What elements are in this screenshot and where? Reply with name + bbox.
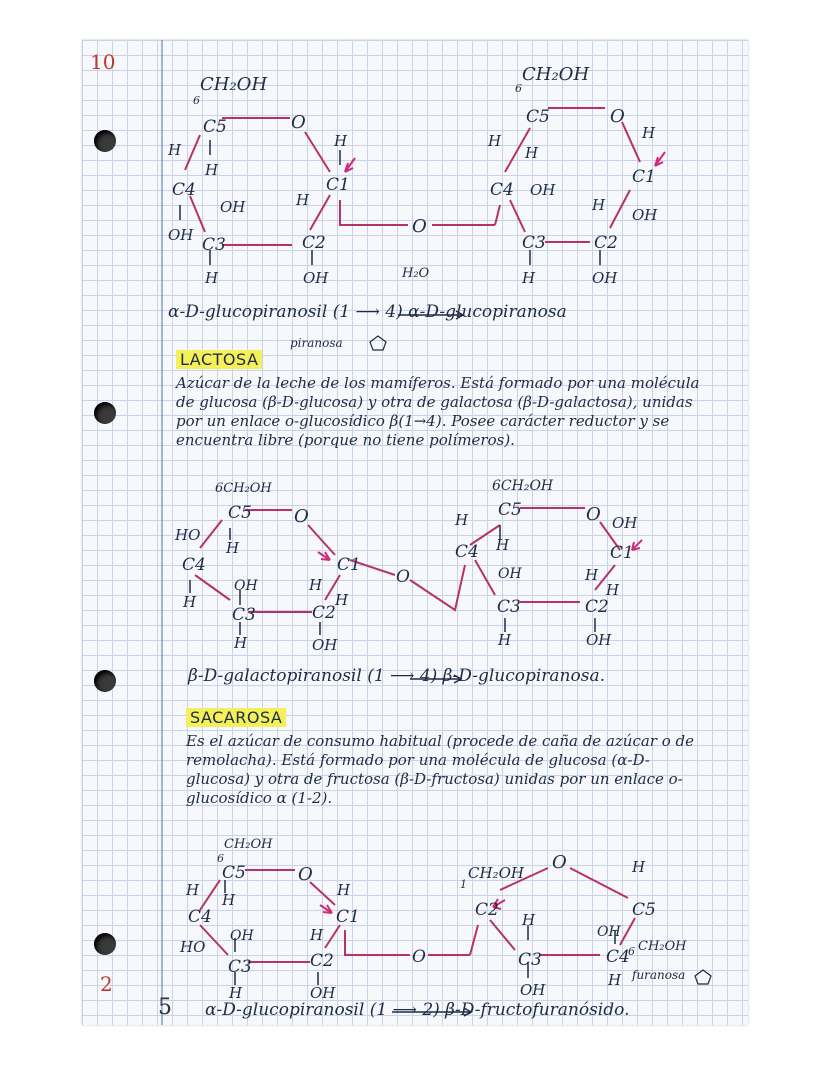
sucrose-left-h-c3: H — [229, 984, 243, 1002]
maltose-right-ch2oh: CH₂OH — [522, 64, 590, 85]
sucrose-left-c2: C2 — [310, 951, 334, 971]
maltose-left-h-c1: H — [334, 132, 348, 150]
lactose-right-h-c1: H — [606, 581, 620, 599]
maltose-right-c2: C2 — [594, 233, 618, 253]
maltose-left-ch2oh: CH₂OH — [200, 74, 268, 95]
lactose-heading: LACTOSA — [176, 350, 262, 369]
lactose-left-c4: C4 — [182, 555, 206, 575]
lactose-left-o: O — [294, 506, 309, 527]
sucrose-left-c1: C1 — [336, 907, 360, 927]
maltose-left-c3: C3 — [202, 235, 226, 255]
maltose-left-h-c3: H — [205, 269, 219, 287]
sucrose-name: α-D-glucopiranosil (1 ⟶ 2) β-D-fructofuranósido. — [205, 1000, 630, 1020]
sucrose-right-c4: C4 — [606, 947, 630, 967]
sucrose-bridge-o: O — [412, 947, 426, 967]
lactose-left-oh-c3: OH — [234, 578, 258, 594]
maltose-right-h-c3: H — [522, 269, 536, 287]
sucrose-left-h-c5: H — [222, 891, 236, 909]
maltose-right-c3: C3 — [522, 233, 546, 253]
lactose-right-oh-c1: OH — [612, 514, 638, 532]
maltose-left-c5: C5 — [203, 117, 227, 137]
lactose-right-c4: C4 — [455, 542, 479, 562]
lactose-bridge-o: O — [396, 567, 410, 587]
sucrose-right-h-c3: H — [522, 911, 536, 929]
lactose-left-c2: C2 — [312, 603, 336, 623]
maltose-left-six: 6 — [193, 94, 200, 107]
maltose-right-c1: C1 — [632, 167, 656, 187]
lactose-right-ch2oh: 6CH₂OH — [492, 478, 554, 494]
sucrose-right-one: 1 — [460, 878, 467, 891]
maltose-right-h-c5: H — [525, 144, 539, 162]
sucrose-left-h-c1: H — [337, 881, 351, 899]
sucrose-right-c3: C3 — [518, 950, 542, 970]
lactose-left-h-c2: H — [309, 576, 323, 594]
lactose-left-c5: C5 — [228, 503, 252, 523]
maltose-left-oh-c4: OH — [168, 226, 194, 244]
maltose-right-h-c2: H — [592, 196, 606, 214]
sucrose-right-o: O — [552, 852, 567, 873]
sucrose-left-c3: C3 — [228, 957, 252, 977]
lactose-right-o: O — [586, 504, 601, 525]
maltose-right-oh-c3: OH — [530, 181, 556, 199]
maltose-left-oh-c3: OH — [220, 198, 246, 216]
maltose-right-six: 6 — [515, 82, 522, 95]
maltose-left-h-c5: H — [205, 161, 219, 179]
maltose-note: piranosa — [290, 336, 343, 350]
lactose-right-h-c2: H — [585, 566, 599, 584]
sucrose-left-o: O — [298, 864, 313, 885]
sucrose-left-h-c4: H — [186, 881, 200, 899]
maltose-left-h-c4: H — [168, 141, 182, 159]
maltose-name: α-D-glucopiranosil (1 ⟶ 4) α-D-glucopiranosa — [168, 302, 567, 322]
sucrose-left-six: 6 — [217, 852, 224, 865]
maltose-water: H₂O — [402, 266, 430, 281]
sucrose-note: furanosa — [632, 968, 686, 982]
maltose-right-oh-c2: OH — [592, 269, 618, 287]
lactose-right-h-c4: H — [455, 511, 469, 529]
sucrose-right-oh-c3: OH — [520, 981, 546, 999]
sucrose-heading: SACAROSA — [186, 708, 286, 727]
lactose-right-oh-c2: OH — [586, 631, 612, 649]
lactose-left-h-c5: H — [226, 539, 240, 557]
sucrose-right-ch2oh: CH₂OH — [468, 864, 524, 882]
maltose-right-oh-c1: OH — [632, 206, 658, 224]
sucrose-paragraph: Es el azúcar de consumo habitual (procede de caña de azúcar o de remolacha). Está formado por una molécula de glucosa (α-D-glucosa) y otra de fructosa (β-D-fructosa) unidas por un enlace o-glucosídico α (1-2). — [186, 732, 695, 807]
maltose-right-h-c4: H — [488, 132, 502, 150]
sucrose-right-c2: C2 — [475, 900, 499, 920]
lactose-left-h-c3: H — [234, 634, 248, 652]
maltose-left-oh-c2: OH — [303, 269, 329, 287]
sucrose-left-c5: C5 — [222, 863, 246, 883]
lactose-left-c1: C1 — [337, 555, 361, 575]
page-number-top: 10 — [90, 50, 116, 74]
lactose-right-c5: C5 — [498, 500, 522, 520]
maltose-left-h-c2: H — [296, 191, 310, 209]
lactose-left-h-c4: H — [183, 593, 197, 611]
maltose-left-c4: C4 — [172, 180, 196, 200]
maltose-right-c4: C4 — [490, 180, 514, 200]
lactose-right-c3: C3 — [497, 597, 521, 617]
lactose-left-ch2oh: 6CH₂OH — [215, 481, 272, 496]
lactose-right-h-c5: H — [496, 536, 510, 554]
maltose-bridge-o: O — [412, 216, 427, 237]
lactose-left-h-c1: H — [335, 591, 349, 609]
sucrose-right-six: 6 — [628, 945, 635, 958]
maltose-right-o: O — [610, 106, 625, 127]
lactose-right-c2: C2 — [585, 597, 609, 617]
maltose-left-c1: C1 — [326, 175, 350, 195]
lactose-right-c1: C1 — [610, 543, 634, 563]
page-number-bottom: 5 — [158, 995, 172, 1020]
sucrose-right-ch2oh-6: CH₂OH — [638, 939, 687, 954]
sucrose-right-c5: C5 — [632, 900, 656, 920]
sucrose-left-ho: HO — [180, 938, 206, 956]
lactose-name: β-D-galactopiranosil (1 ⟶ 4) β-D-glucopiranosa. — [188, 666, 605, 686]
sucrose-right-oh-c4: OH — [597, 924, 621, 940]
lactose-left-c3: C3 — [232, 605, 256, 625]
sucrose-left-oh-c2: OH — [310, 984, 336, 1002]
maltose-left-c2: C2 — [302, 233, 326, 253]
sucrose-left-ch2oh: CH₂OH — [224, 837, 273, 852]
maltose-left-o: O — [291, 112, 306, 133]
maltose-right-h-c1: H — [642, 124, 656, 142]
sucrose-left-c4: C4 — [188, 907, 212, 927]
lactose-left-ho: HO — [175, 526, 201, 544]
sucrose-left-h-c2: H — [310, 926, 324, 944]
lactose-left-oh-c2: OH — [312, 636, 338, 654]
lactose-right-oh-c3: OH — [498, 566, 522, 582]
sucrose-left-oh-c3: OH — [230, 928, 254, 944]
page-number-bottom-left: 2 — [100, 972, 113, 996]
lactose-right-h-c3: H — [498, 631, 512, 649]
sucrose-right-h-c5: H — [632, 858, 646, 876]
lactose-paragraph: Azúcar de la leche de los mamíferos. Está formado por una molécula de glucosa (β-D-glucosa) y otra de galactosa (β-D-galactosa), unidas por un enlace o-glucosídico β(1→4). Posee carácter reductor y se encuentra libre (porque no tiene polímeros). — [176, 374, 700, 449]
maltose-right-c5: C5 — [526, 107, 550, 127]
sucrose-right-h-c4: H — [608, 971, 622, 989]
